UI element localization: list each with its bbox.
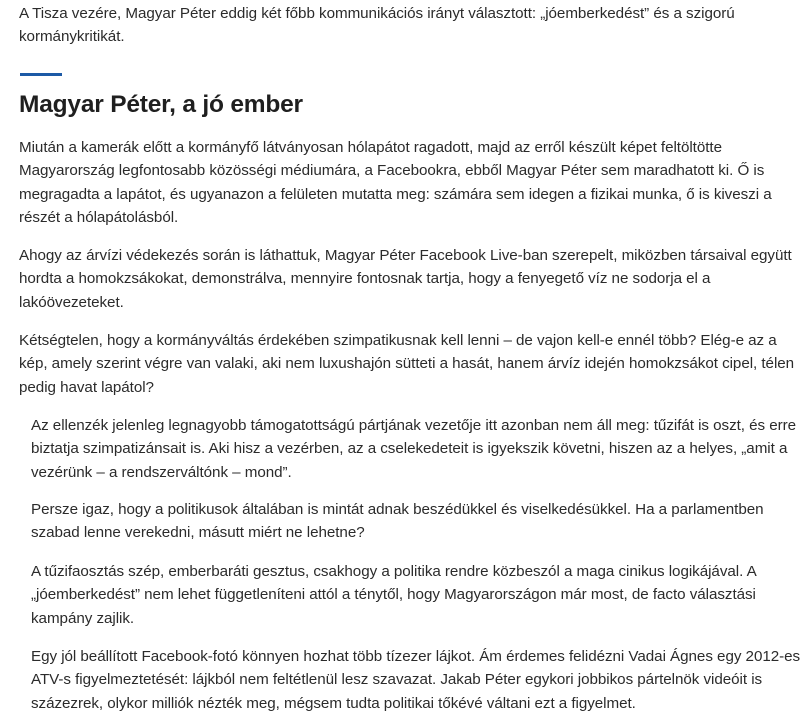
body-paragraph-2: Ahogy az árvízi védekezés során is láthattuk, Magyar Péter Facebook Live-ban szerepelt, miközben társaival együtt hordta a homokzsákokat, demonstrálva, mennyire fontosnak tartja, hogy a fenyegető víz ne sodorja el a lakóövezeteket.	[19, 247, 792, 311]
body-paragraph-1: Miután a kamerák előtt a kormányfő látványosan hólapátot ragadott, majd az erről készült képet feltöltötte Magyarország legfontosabb közösségi médiumára, a Facebookra, ebből Magyar Péter sem maradhatott ki. Ő is megragadta a lapátot, és ugyanazon a felületen mutatta meg: számára sem idegen a fizikai munka, ő is kiveszi a részét a hólapátolásból.	[19, 139, 772, 226]
section-title: Magyar Péter, a jó ember	[19, 91, 303, 118]
indented-paragraph-2: Persze igaz, hogy a politikusok általában is mintát adnak beszédükkel és viselkedésükkel. Ha a parlamentben szabad lenne verekedni, másutt miért ne lehetne?	[31, 501, 764, 542]
body-paragraph-3: Kétségtelen, hogy a kormányváltás érdekében szimpatikusnak kell lenni – de vajon kell-e ennél több? Elég-e az a kép, amely szerint végre van valaki, aki nem luxushajón sütteti a hasát, hanem árvíz idején homokzsákot cipel, télen pedig havat lapátol?	[19, 332, 795, 396]
indented-paragraph-1: Az ellenzék jelenleg legnagyobb támogatottságú pártjának vezetője itt azonban nem áll meg: tűzifát is oszt, és erre biztatja szimpatizánsait is. Aki hisz a vezérben, az a cselekedeteit is igyekszik követni, hiszen az a helyes, „amit a vezérünk – a rendszerváltónk – mond”.	[31, 417, 797, 481]
lead-paragraph: A Tisza vezére, Magyar Péter eddig két főbb kommunikációs irányt választott: „jóemberkedést” és a szigorú kormánykritikát.	[19, 5, 735, 46]
section-accent-rule	[20, 73, 62, 76]
indented-paragraph-4: Egy jól beállított Facebook-fotó könnyen hozhat több tízezer lájkot. Ám érdemes felidézni Vadai Ágnes egy 2012-es ATV-s figyelmeztetését: lájkból nem feltétlenül lesz szavazat. Jakab Péter egykori jobbikos pártelnök videóit is százezrek, olykor milliók nézték meg, mégsem tudta politikai tőkévé váltani ezt a figyelmet.	[31, 648, 801, 712]
indented-paragraph-3: A tűzifaosztás szép, emberbaráti gesztus, csakhogy a politika rendre közbeszól a maga cinikus logikájával. A „jóemberkedést” nem lehet függetleníteni attól a ténytől, hogy Magyarországon már most, de facto választási kampány zajlik.	[31, 563, 756, 627]
